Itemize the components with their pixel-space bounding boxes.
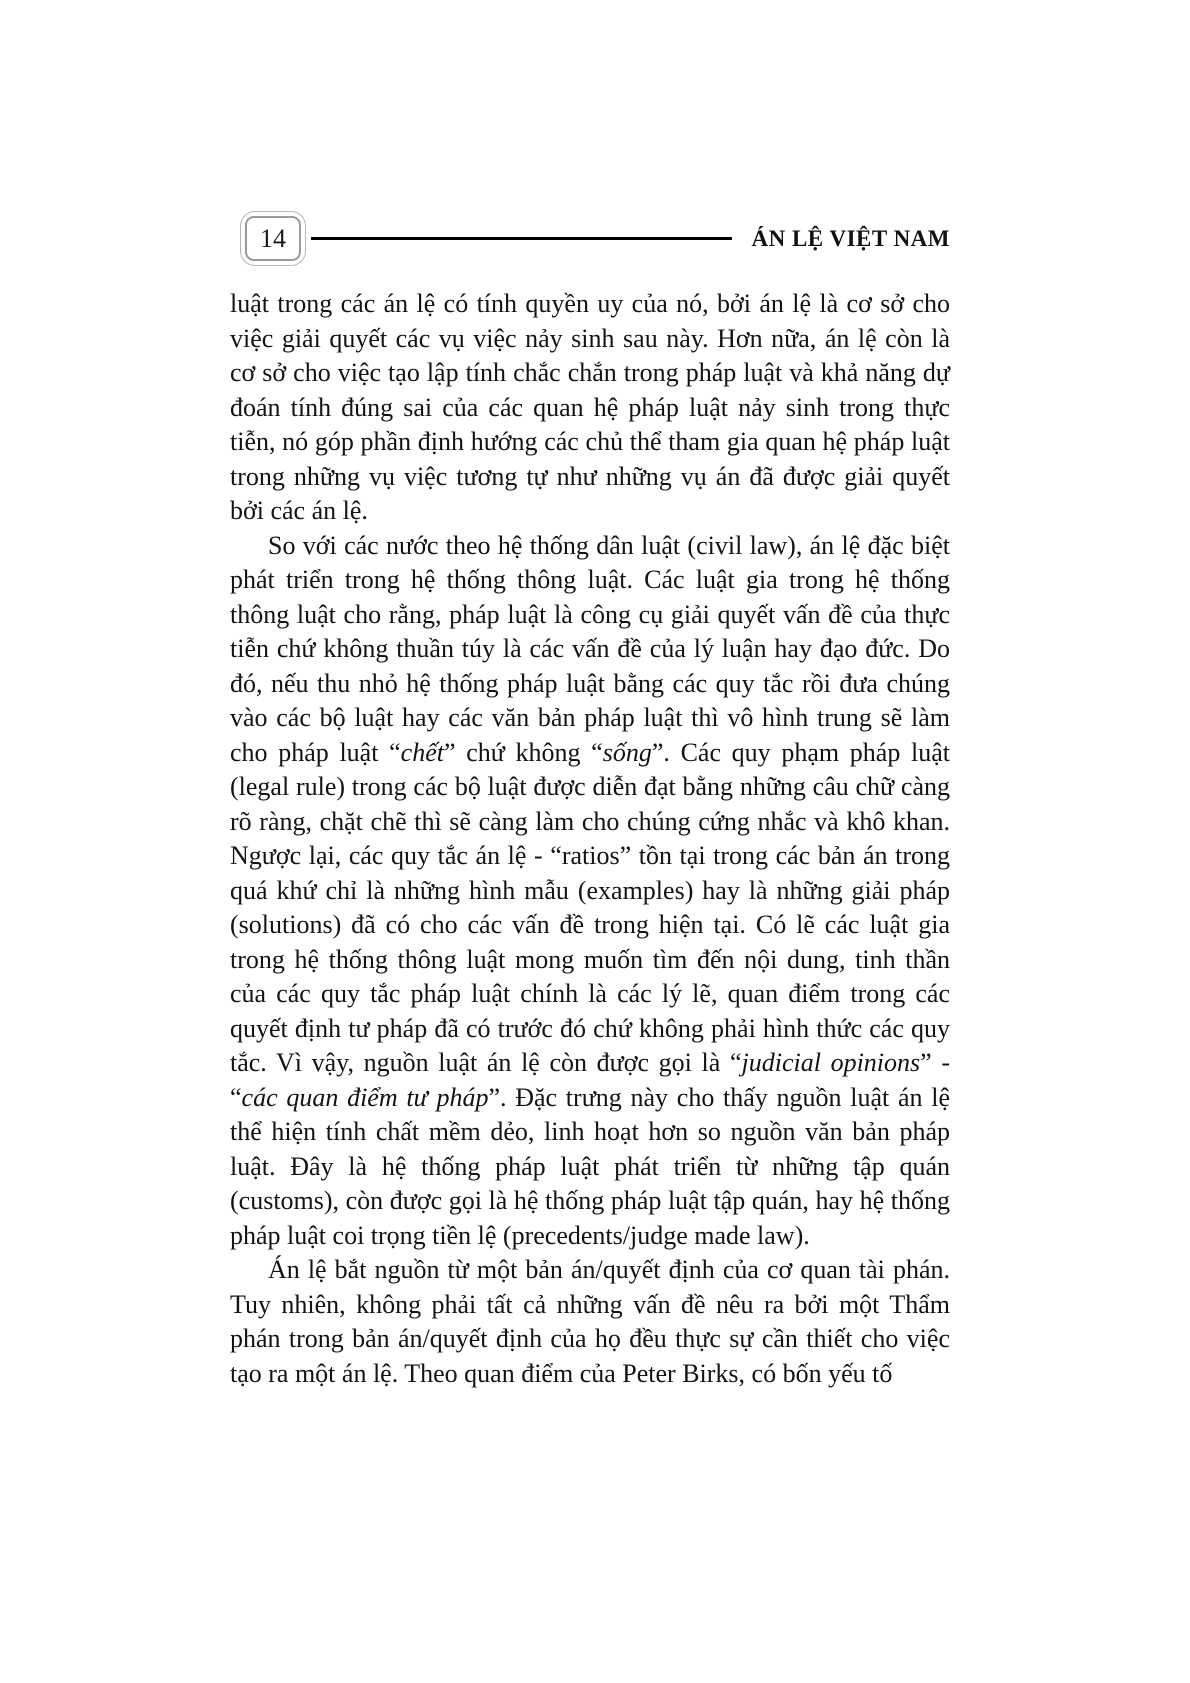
body-text xyxy=(230,287,950,1391)
paragraph xyxy=(230,287,950,529)
page-number: 14 xyxy=(245,216,301,261)
page-header xyxy=(240,211,950,266)
page-number-badge xyxy=(240,211,306,266)
text-run: ”. Đặc trưng này cho thấy nguồn luật án lệ thể hiện tính chất mềm dẻo, linh hoạt hơn so nguồn văn bản pháp luật. Đây là hệ thống pháp luật phát triển từ những tập quán (customs), còn được gọi là hệ thống pháp luật tập quán, hay hệ thống pháp luật coi trọng tiền lệ (precedents/judge made law). xyxy=(230,1082,950,1250)
header-rule xyxy=(311,237,732,240)
text-run: So với các nước theo hệ thống dân luật (civil law), án lệ đặc biệt phát triển trong hệ thống thông luật. Các luật gia trong hệ thống thông luật cho rằng, pháp luật là công cụ giải quyết vấn đề của thực tiễn chứ không thuần túy là các vấn đề của lý luận hay đạo đức. Do đó, nếu thu nhỏ hệ thống pháp luật bằng các quy tắc rồi đưa chúng vào các bộ luật hay các văn bản pháp luật thì vô hình trung sẽ làm cho pháp luật “ xyxy=(230,530,950,767)
text-run: Án lệ bắt nguồn từ một bản án/quyết định của cơ quan tài phán. Tuy nhiên, không phải tất cả những vấn đề nêu ra bởi một Thẩm phán trong bản án/quyết định của họ đều thực sự cần thiết cho việc tạo ra một án lệ. Theo quan điểm của Peter Birks, có bốn yếu tố xyxy=(230,1255,950,1388)
paragraph xyxy=(230,529,950,1254)
italic-run: sống xyxy=(602,737,652,767)
text-run: ”. Các quy phạm pháp luật (legal rule) trong các bộ luật được diễn đạt bằng những câu chữ càng rõ ràng, chặt chẽ thì sẽ càng làm cho chúng cứng nhắc và khô khan. Ngược lại, các quy tắc án lệ - “ratios” tồn tại trong các bản án trong quá khứ chỉ là những hình mẫu (examples) hay là những giải pháp (solutions) đã có cho các vấn đề trong hiện tại. Có lẽ các luật gia trong hệ thống thông luật mong muốn tìm đến nội dung, tinh thần của các quy tắc pháp luật chính là các lý lẽ, quan điểm trong các quyết định tư pháp đã có trước đó chứ không phải hình thức các quy tắc. Vì vậy, nguồn luật án lệ còn được gọi là “ xyxy=(230,737,950,1077)
text-run: luật trong các án lệ có tính quyền uy của nó, bởi án lệ là cơ sở cho việc giải quyết các vụ việc nảy sinh sau này. Hơn nữa, án lệ còn là cơ sở cho việc tạo lập tính chắc chắn trong pháp luật và khả năng dự đoán tính đúng sai của các quan hệ pháp luật nảy sinh trong thực tiễn, nó góp phần định hướng các chủ thể tham gia quan hệ pháp luật trong những vụ việc tương tự như những vụ án đã được giải quyết bởi các án lệ. xyxy=(230,289,950,525)
italic-run: judicial opinions xyxy=(741,1048,921,1077)
italic-run: các quan điểm tư pháp xyxy=(241,1082,489,1112)
paragraph xyxy=(230,1253,950,1391)
text-run: ” chứ không “ xyxy=(443,737,603,767)
text-run: ” - “ xyxy=(230,1048,950,1112)
italic-run: chết xyxy=(400,737,444,767)
header-title: ÁN LỆ VIỆT NAM xyxy=(751,225,950,251)
